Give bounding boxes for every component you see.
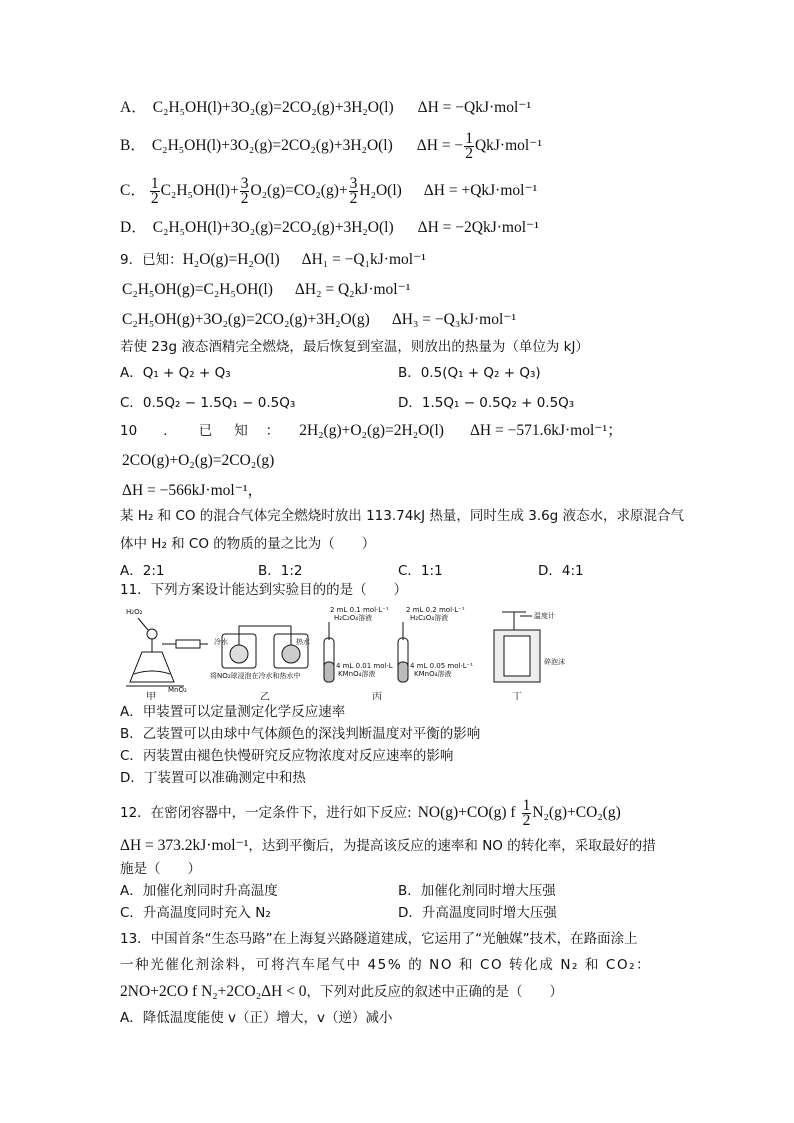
label-c2b: H₂C₂O₄溶液 bbox=[410, 614, 449, 622]
q9-equation-2: C₂H₅OH(g)=C₂H₅OH(l) ΔH₂ = Q₂kJ·mol⁻¹ bbox=[122, 281, 411, 298]
q12-line-3: 施是（ ） bbox=[120, 861, 201, 877]
label-bing: 丙 bbox=[372, 692, 382, 700]
label-k2b: KMnO₄溶液 bbox=[414, 670, 452, 678]
label-foam: 碎泡沫 bbox=[544, 658, 565, 666]
q10-stem: 10 ． 已 知 ： 2H₂(g)+O₂(g)=2H₂O(l) ΔH = −571.6kJ·mol⁻¹； bbox=[120, 422, 623, 439]
q12-stem: 12．在密闭容器中，一定条件下，进行如下反应: NO(g)+CO(g) f $\frac{1}{2}$ N₂(g)+CO₂(g) bbox=[120, 796, 621, 829]
apparatus-ding bbox=[494, 611, 565, 700]
q9-option-d: D．1.5Q₁ − 0.5Q₂ + 0.5Q₃ bbox=[398, 395, 575, 411]
label-c1: 2 mL 0.1 mol·L⁻¹ bbox=[330, 606, 389, 614]
apparatus-yi bbox=[210, 626, 310, 700]
q12-option-b: B．加催化剂同时增大压强 bbox=[398, 883, 556, 899]
q8-option-d: D． C₂H₅OH(l)+3O₂(g)=2CO₂(g)+3H₂O(l) ΔH = −2QkJ·mol⁻¹ bbox=[120, 219, 539, 236]
label-h2o2: H₂O₂ bbox=[126, 608, 143, 616]
q8-option-c: C． $\frac{1}{2}$ C₂H₅OH(l)+ $\frac{3}{2}$ O₂(g)=CO₂(g)+ $\frac{3}{2}$ H₂O(l) ΔH = +QkJ·mol⁻¹ bbox=[120, 174, 538, 207]
label-c2: 2 mL 0.2 mol·L⁻¹ bbox=[406, 606, 465, 614]
apparatus-jia bbox=[126, 608, 208, 700]
label-hot-water: 热水 bbox=[296, 638, 310, 646]
label-mno2: MnO₂ bbox=[168, 686, 187, 694]
q12-option-c: C．升高温度同时充入 N₂ bbox=[120, 905, 271, 921]
q10-option-d: D．4:1 bbox=[538, 563, 584, 579]
q12-line-2: ΔH = 373.2kJ·mol⁻¹，达到平衡后，为提高该反应的速率和 NO 的转化率，采取最好的措 bbox=[120, 837, 656, 854]
label-c1b: H₂C₂O₄溶液 bbox=[334, 614, 373, 622]
q9-equation-3: C₂H₅OH(g)+3O₂(g)=2CO₂(g)+3H₂O(g) ΔH₃ = −Q₃kJ·mol⁻¹ bbox=[122, 311, 517, 328]
q10-option-b: B．1:2 bbox=[258, 563, 303, 579]
q11-option-a: A．甲装置可以定量测定化学反应速率 bbox=[120, 704, 346, 720]
q10-option-c: C．1:1 bbox=[398, 563, 443, 579]
q10-line-5: 体中 H₂ 和 CO 的物质的量之比为（ ） bbox=[120, 536, 376, 552]
label-jia: 甲 bbox=[146, 692, 156, 700]
q12-option-a: A．加催化剂同时升高温度 bbox=[120, 883, 278, 899]
q11-option-d: D．丁装置可以准确测定中和热 bbox=[120, 770, 306, 786]
q9-option-b: B．0.5(Q₁ + Q₂ + Q₃) bbox=[398, 365, 541, 381]
q9-question: 若使 23g 液态酒精完全燃烧，最后恢复到室温，则放出的热量为（单位为 kJ） bbox=[120, 339, 589, 355]
q9-stem: 9．已知：H₂O(g)=H₂O(l) ΔH₁ = −Q₁kJ·mol⁻¹ bbox=[120, 251, 426, 268]
q10-equation-2: 2CO(g)+O₂(g)=2CO₂(g) bbox=[122, 452, 275, 469]
label-yi: 乙 bbox=[260, 692, 270, 700]
q13-option-a: A．降低温度能使 v（正）增大，v（逆）减小 bbox=[120, 1010, 393, 1026]
label-no2-caption: 将NO₂球浸泡在冷水和热水中 bbox=[210, 672, 301, 680]
q10-delta-h: ΔH = −566kJ·mol⁻¹， bbox=[122, 482, 264, 499]
q11-option-c: C．丙装置由褪色快慢研究反应物浓度对反应速率的影响 bbox=[120, 748, 454, 764]
label-thermometer: 温度计 bbox=[534, 612, 555, 620]
q8-option-a: A． C₂H₅OH(l)+3O₂(g)=2CO₂(g)+3H₂O(l) ΔH = −QkJ·mol⁻¹ bbox=[120, 99, 532, 116]
apparatus-diagram bbox=[124, 604, 684, 700]
label-cold-water: 冷水 bbox=[214, 638, 228, 646]
q8-option-b: B． C₂H₅OH(l)+3O₂(g)=2CO₂(g)+3H₂O(l) ΔH = − $\frac{1}{2}$ QkJ·mol⁻¹ bbox=[120, 129, 543, 162]
q10-option-a: A．2:1 bbox=[120, 563, 165, 579]
q9-option-c: C．0.5Q₂ − 1.5Q₁ − 0.5Q₃ bbox=[120, 395, 296, 411]
q11-stem: 11．下列方案设计能达到实验目的的是（ ） bbox=[120, 582, 408, 598]
label-k1b: KMnO₄溶液 bbox=[338, 670, 376, 678]
q13-line-3: 2NO+2CO f N₂+2CO₂ΔH < 0，下列对此反应的叙述中正确的是（ ） bbox=[120, 983, 563, 1000]
q13-line-1: 13．中国首条“生态马路”在上海复兴路隧道建成，它运用了“光触媒”技术，在路面涂上 bbox=[120, 931, 638, 947]
apparatus-bing bbox=[324, 606, 473, 700]
q10-line-4: 某 H₂ 和 CO 的混合气体完全燃烧时放出 113.74kJ 热量，同时生成 3.6g 液态水，求原混合气 bbox=[120, 508, 685, 524]
q9-option-a: A．Q₁ + Q₂ + Q₃ bbox=[120, 365, 231, 381]
label-k1: 4 mL 0.01 mol·L bbox=[336, 662, 393, 670]
q13-line-2: 一种光催化剂涂料，可将汽车尾气中 45% 的 NO 和 CO 转化成 N₂ 和 CO₂： bbox=[120, 957, 652, 973]
label-k2: 4 mL 0.05 mol·L⁻¹ bbox=[410, 662, 474, 670]
q11-option-b: B．乙装置可以由球中气体颜色的深浅判断温度对平衡的影响 bbox=[120, 726, 481, 742]
q11-apparatus-figure bbox=[124, 604, 684, 700]
label-ding: 丁 bbox=[512, 692, 522, 700]
q12-option-d: D．升高温度同时增大压强 bbox=[398, 905, 557, 921]
